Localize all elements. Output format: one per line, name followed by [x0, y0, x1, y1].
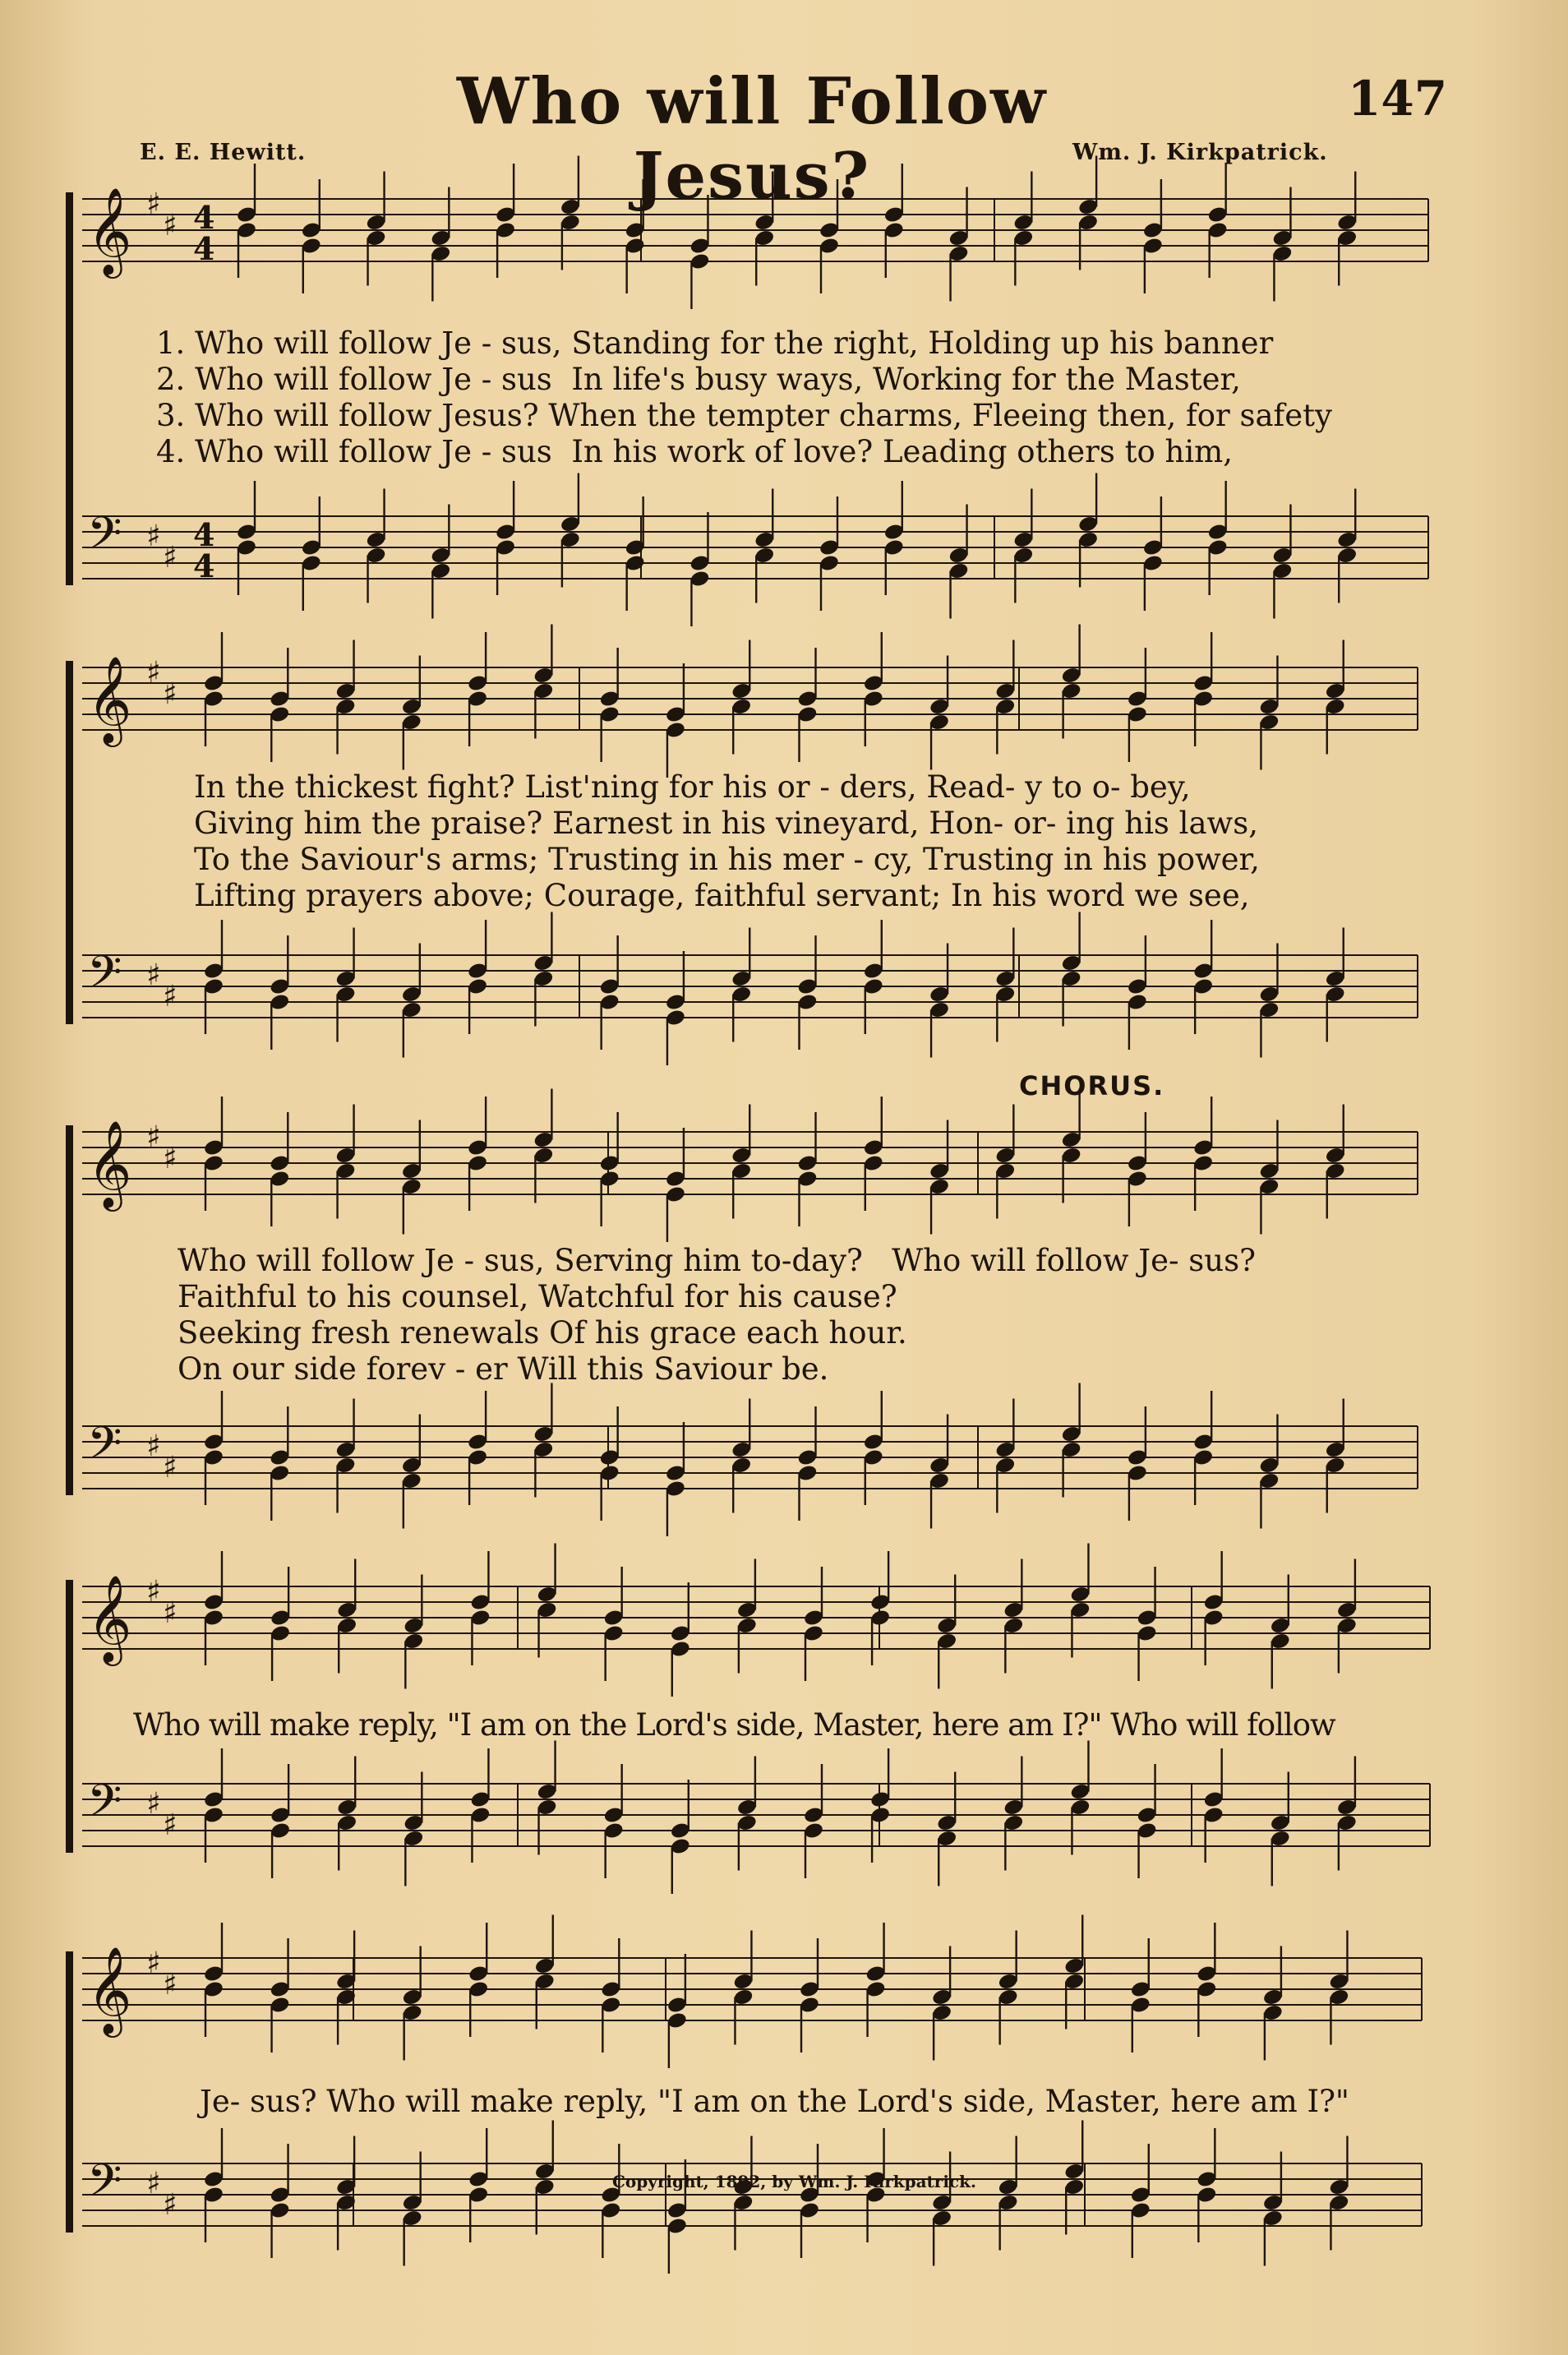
author-credit: E. E. Hewitt. [140, 140, 307, 165]
chorus-label: CHORUS. [1019, 1070, 1165, 1101]
sharp-icon: ♯ [163, 1808, 178, 1842]
sharp-icon: ♯ [163, 677, 178, 711]
sharp-icon: ♯ [163, 1451, 178, 1485]
verse-line: Lifting prayers above; Courage, faithful servant; In his word we see, [194, 878, 1250, 913]
bass-clef-icon: 𝄢 [87, 2154, 122, 2218]
sharp-icon: ♯ [163, 541, 178, 575]
system-bracket [66, 1951, 73, 2233]
sharp-icon: ♯ [163, 209, 178, 242]
sharp-icon: ♯ [163, 1596, 178, 1630]
verse-line: Giving him the praise? Earnest in his vineyard, Hon- or- ing his laws, [194, 806, 1258, 841]
bass-clef-icon: 𝄢 [87, 946, 122, 1009]
treble-clef-icon: 𝄞 [87, 655, 132, 743]
sharp-icon: ♯ [146, 1787, 161, 1821]
system-bracket [66, 1580, 73, 1853]
sharp-icon: ♯ [146, 187, 161, 221]
verse-line: Faithful to his counsel, Watchful for his cause? [178, 1279, 897, 1314]
treble-clef-icon: 𝄞 [87, 1574, 132, 1662]
system-bracket [66, 192, 73, 585]
chorus-line: Who will make reply, "I am on the Lord's side, Master, here am I?" Who will follow [133, 1707, 1335, 1743]
sharp-icon: ♯ [146, 1946, 161, 1980]
chorus-line: Je- sus? Who will make reply, "I am on the Lord's side, Master, here am I?" [200, 2084, 1349, 2119]
time-signature: 4 [193, 516, 215, 553]
page-number: 147 [1348, 71, 1448, 127]
treble-clef-icon: 𝄞 [87, 187, 132, 275]
sharp-icon: ♯ [146, 958, 161, 992]
bass-clef-icon: 𝄢 [87, 1775, 122, 1838]
sharp-icon: ♯ [146, 1575, 161, 1609]
sharp-icon: ♯ [146, 2167, 161, 2200]
verse-line: 3. Who will follow Jesus? When the tempter charms, Fleeing then, for safety [156, 398, 1332, 433]
sharp-icon: ♯ [163, 980, 178, 1014]
verse-line: Who will follow Je - sus, Serving him to-day? Who will follow Je- sus? [178, 1243, 1256, 1278]
verse-line: In the thickest fight? List'ning for his or - ders, Read- y to o- bey, [194, 769, 1191, 805]
sharp-icon: ♯ [163, 1968, 178, 2002]
verse-line: 4. Who will follow Je - sus In his work of love? Leading others to him, [156, 434, 1234, 469]
time-signature: 4 [193, 547, 215, 584]
treble-clef-icon: 𝄞 [87, 1120, 132, 1208]
sharp-icon: ♯ [146, 656, 161, 690]
hymn-title: Who will Follow Jesus? [456, 64, 1048, 214]
system-bracket [66, 661, 73, 1024]
sharp-icon: ♯ [163, 2188, 178, 2222]
sharp-icon: ♯ [146, 1429, 161, 1463]
verse-line: 2. Who will follow Je - sus In life's busy ways, Working for the Master, [156, 362, 1241, 397]
treble-clef-icon: 𝄞 [87, 1946, 132, 2034]
sharp-icon: ♯ [163, 1142, 178, 1175]
verse-line: To the Saviour's arms; Trusting in his mer - cy, Trusting in his power, [194, 842, 1260, 877]
verse-line: 1. Who will follow Je - sus, Standing for the right, Holding up his banner [156, 326, 1274, 361]
bass-clef-icon: 𝄢 [87, 507, 122, 570]
sharp-icon: ♯ [146, 519, 161, 553]
bass-clef-icon: 𝄢 [87, 1417, 122, 1480]
time-signature: 4 [193, 199, 215, 236]
verse-line: Seeking fresh renewals Of his grace each hour. [178, 1315, 907, 1351]
time-signature: 4 [193, 230, 215, 267]
composer-credit: Wm. J. Kirkpatrick. [1072, 140, 1328, 165]
system-bracket [66, 1125, 73, 1495]
verse-line: On our side forev - er Will this Saviour be. [178, 1351, 829, 1387]
copyright-notice: Copyright, 1892, by Wm. J. Kirkpatrick. [612, 2172, 976, 2191]
sharp-icon: ♯ [146, 1120, 161, 1154]
